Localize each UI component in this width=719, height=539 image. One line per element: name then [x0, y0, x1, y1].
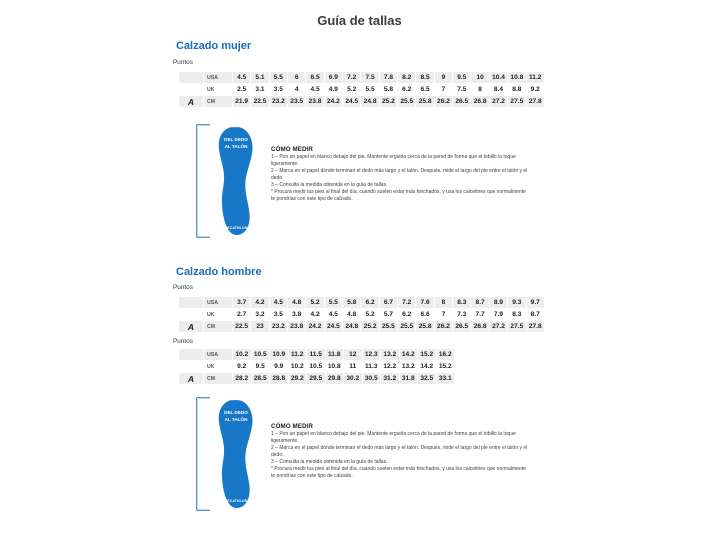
- size-value: 25.8: [416, 96, 434, 108]
- how-to-step: 2 – Marca en el papel dónde terminan el dedo más largo y el talón. Después, mide el largo del pie entre el talón y el dedo.: [271, 445, 528, 458]
- size-value: 15.2: [418, 349, 437, 361]
- size-row: [179, 96, 545, 108]
- size-value: 4.2: [306, 309, 324, 321]
- size-value: 9.2: [526, 84, 545, 96]
- size-value: 5.2: [343, 84, 361, 96]
- size-value: 3.1: [251, 84, 269, 96]
- size-value: 28.2: [233, 373, 252, 385]
- size-value: 24.5: [343, 96, 361, 108]
- size-row: [179, 361, 455, 373]
- how-to-step: 1 – Pon un papel en blanco debajo del pie. Mantente erguida cerca de la pared de forma que el tobillo la toque ligeramente.: [271, 431, 516, 444]
- size-value: 7.7: [471, 309, 489, 321]
- size-value: 29.5: [307, 373, 326, 385]
- unit-icon: [179, 84, 204, 96]
- size-value: 10: [471, 72, 489, 84]
- size-value: 9.5: [453, 72, 471, 84]
- size-value: 5.5: [269, 72, 287, 84]
- row-label: CM: [204, 373, 233, 385]
- size-value: 14.2: [399, 349, 418, 361]
- size-value: 3.5: [269, 309, 287, 321]
- size-value: 26.8: [471, 321, 489, 333]
- size-value: 12: [344, 349, 363, 361]
- size-value: 27.2: [489, 321, 507, 333]
- how-to-title: CÓMO MEDIR: [271, 146, 313, 153]
- size-value: 10.5: [307, 361, 326, 373]
- size-value: 32.5: [418, 373, 437, 385]
- size-value: 3.8: [288, 309, 306, 321]
- brand-watermark: DECATHLON: [224, 226, 248, 230]
- size-value: 31.8: [399, 373, 418, 385]
- size-value: 28.8: [270, 373, 289, 385]
- size-value: 2.7: [233, 309, 251, 321]
- size-value: 7.5: [453, 84, 471, 96]
- size-value: 4: [288, 84, 306, 96]
- how-to-step: 1 – Pon un papel en blanco debajo del pie. Mantente erguida cerca de la pared de forma que el tobillo la toque ligeramente.: [271, 154, 516, 167]
- row-label: CM: [204, 96, 233, 108]
- size-value: 3.7: [233, 297, 251, 309]
- size-value: 7: [434, 84, 452, 96]
- size-value: 6.7: [379, 297, 397, 309]
- size-value: 27.8: [526, 321, 545, 333]
- unit-icon: [179, 309, 204, 321]
- size-value: 14.2: [418, 361, 437, 373]
- size-value: 24.2: [306, 321, 324, 333]
- size-value: 6.5: [306, 72, 324, 84]
- size-value: 8.2: [398, 72, 416, 84]
- size-value: 5.5: [324, 297, 342, 309]
- size-value: 4.8: [343, 309, 361, 321]
- size-value: 4.5: [233, 72, 251, 84]
- unit-icon: A: [179, 96, 204, 108]
- how-to-measure-men: [271, 423, 529, 480]
- size-value: 8.7: [526, 309, 545, 321]
- size-value: 33.1: [436, 373, 455, 385]
- size-row: [179, 309, 545, 321]
- size-value: 21.9: [233, 96, 251, 108]
- size-value: 6.5: [416, 84, 434, 96]
- row-label: USA: [204, 72, 233, 84]
- how-to-step: * Procura medir tus pies al final del día, cuando suelen estar más hinchados, y usa los calcetines que normalmente te pondrías con este tipo de calzado.: [271, 189, 526, 202]
- size-value: 27.5: [508, 321, 526, 333]
- size-value: 2.5: [233, 84, 251, 96]
- how-to-step: 3 – Consulta la medida obtenida en la guía de tallas.: [271, 459, 388, 465]
- size-value: 8.3: [453, 297, 471, 309]
- size-value: 5.2: [361, 309, 379, 321]
- size-value: 12.2: [381, 361, 400, 373]
- size-value: 7.2: [398, 297, 416, 309]
- unit-icon: [179, 297, 204, 309]
- size-value: 5.8: [379, 84, 397, 96]
- table-caption-men-2: Puntos: [173, 338, 193, 345]
- unit-icon: A: [179, 373, 204, 385]
- foot-measure-label-line1: DEL DEDO: [224, 410, 248, 415]
- size-row: [179, 84, 545, 96]
- size-value: 4.9: [324, 84, 342, 96]
- row-label: UK: [204, 309, 233, 321]
- how-to-title: CÓMO MEDIR: [271, 423, 313, 430]
- size-value: 8.4: [489, 84, 507, 96]
- size-value: 25.2: [379, 96, 397, 108]
- size-value: 26.8: [471, 96, 489, 108]
- size-value: 7.5: [361, 72, 379, 84]
- size-value: 6.9: [324, 72, 342, 84]
- size-value: 4.5: [269, 297, 287, 309]
- brand-watermark: DECATHLON: [224, 499, 248, 503]
- size-value: 8.7: [471, 297, 489, 309]
- size-value: 4.5: [306, 84, 324, 96]
- size-value: 13.2: [399, 361, 418, 373]
- size-value: 13.2: [381, 349, 400, 361]
- size-value: 8.3: [508, 309, 526, 321]
- size-value: 10.8: [325, 361, 344, 373]
- size-value: 9.2: [233, 361, 252, 373]
- size-value: 8.8: [508, 84, 526, 96]
- size-value: 29.8: [325, 373, 344, 385]
- unit-icon: [179, 72, 204, 84]
- size-value: 8.5: [416, 72, 434, 84]
- how-to-step: 2 – Marca en el papel dónde terminan el dedo más largo y el talón. Después, mide el largo del pie entre el talón y el dedo.: [271, 168, 528, 181]
- size-value: 4.5: [324, 309, 342, 321]
- size-value: 7.9: [489, 309, 507, 321]
- row-label: USA: [204, 297, 233, 309]
- size-value: 4.2: [251, 297, 269, 309]
- foot-measure-label-line2: AL TALÓN: [224, 144, 248, 149]
- size-value: 8: [434, 297, 452, 309]
- size-value: 26.2: [434, 96, 452, 108]
- size-value: 5.7: [379, 309, 397, 321]
- size-row: [179, 321, 545, 333]
- row-label: USA: [204, 349, 233, 361]
- foot-length-dimension-line: [196, 124, 214, 238]
- size-value: 27.8: [526, 96, 545, 108]
- size-value: 12.3: [362, 349, 381, 361]
- row-label: UK: [204, 84, 233, 96]
- size-value: 26.5: [453, 321, 471, 333]
- size-value: 30.2: [344, 373, 363, 385]
- size-value: 25.2: [361, 321, 379, 333]
- size-value: 29.2: [288, 373, 307, 385]
- size-value: 10.5: [251, 349, 270, 361]
- size-value: 22.5: [251, 96, 269, 108]
- size-table-men-2: [178, 348, 455, 385]
- size-value: 9.3: [508, 297, 526, 309]
- size-value: 6: [288, 72, 306, 84]
- size-value: 9.9: [270, 361, 289, 373]
- size-value: 25.5: [398, 321, 416, 333]
- foot-length-dimension-line: [196, 397, 214, 511]
- size-value: 7: [434, 309, 452, 321]
- size-value: 6.2: [398, 309, 416, 321]
- how-to-step: 3 – Consulta la medida obtenida en la guía de tallas.: [271, 182, 388, 188]
- size-value: 16.2: [436, 349, 455, 361]
- size-value: 11.2: [288, 349, 307, 361]
- size-value: 23.8: [306, 96, 324, 108]
- size-value: 23.2: [269, 96, 287, 108]
- size-value: 26.2: [434, 321, 452, 333]
- size-value: 7.6: [416, 297, 434, 309]
- foot-measure-label-line2: AL TALÓN: [224, 417, 248, 422]
- unit-icon: [179, 361, 204, 373]
- size-value: 6.2: [398, 84, 416, 96]
- section-heading-women: Calzado mujer: [176, 40, 252, 52]
- size-value: 10.8: [508, 72, 526, 84]
- size-value: 7.8: [379, 72, 397, 84]
- row-label: UK: [204, 361, 233, 373]
- size-value: 25.5: [398, 96, 416, 108]
- size-value: 10.2: [288, 361, 307, 373]
- size-value: 5.1: [251, 72, 269, 84]
- size-row: [179, 349, 455, 361]
- size-value: 3.5: [269, 84, 287, 96]
- footprint-icon: [217, 399, 255, 509]
- size-value: 30.5: [362, 373, 381, 385]
- size-value: 11.2: [526, 72, 545, 84]
- footprint-icon: [217, 126, 255, 236]
- table-caption-women: Puntos: [173, 59, 193, 66]
- unit-icon: [179, 349, 204, 361]
- size-value: 22.5: [233, 321, 251, 333]
- size-row: [179, 373, 455, 385]
- size-value: 25.5: [379, 321, 397, 333]
- size-value: 25.8: [416, 321, 434, 333]
- size-row: [179, 297, 545, 309]
- size-value: 9.5: [251, 361, 270, 373]
- unit-icon: A: [179, 321, 204, 333]
- row-label: CM: [204, 321, 233, 333]
- size-value: 23.8: [288, 321, 306, 333]
- how-to-measure-women: [271, 146, 529, 203]
- size-value: 24.2: [324, 96, 342, 108]
- size-value: 9: [434, 72, 452, 84]
- page-title: Guía de tallas: [317, 13, 402, 28]
- size-value: 8: [471, 84, 489, 96]
- size-value: 6.6: [416, 309, 434, 321]
- size-value: 8.9: [489, 297, 507, 309]
- size-value: 15.2: [436, 361, 455, 373]
- size-value: 28.5: [251, 373, 270, 385]
- size-value: 4.8: [288, 297, 306, 309]
- size-value: 24.5: [324, 321, 342, 333]
- size-value: 7.3: [453, 309, 471, 321]
- size-value: 5.8: [343, 297, 361, 309]
- size-value: 23.5: [288, 96, 306, 108]
- size-value: 11: [344, 361, 363, 373]
- size-value: 24.8: [361, 96, 379, 108]
- size-value: 5.5: [361, 84, 379, 96]
- size-value: 11.5: [307, 349, 326, 361]
- size-value: 9.7: [526, 297, 545, 309]
- how-to-step: * Procura medir tus pies al final del día, cuando suelen estar más hinchados, y usa los calcetines que normalmente te pondrías con este tipo de calzado.: [271, 466, 526, 479]
- size-table-women: [178, 71, 545, 108]
- size-row: [179, 72, 545, 84]
- size-value: 10.9: [270, 349, 289, 361]
- size-value: 10.4: [489, 72, 507, 84]
- size-value: 7.2: [343, 72, 361, 84]
- size-value: 11.8: [325, 349, 344, 361]
- size-value: 23: [251, 321, 269, 333]
- size-value: 27.2: [489, 96, 507, 108]
- foot-measure-label-line1: DEL DEDO: [224, 137, 248, 142]
- size-table-men-1: [178, 296, 545, 333]
- size-value: 23.2: [269, 321, 287, 333]
- size-value: 26.5: [453, 96, 471, 108]
- size-value: 3.2: [251, 309, 269, 321]
- size-value: 6.2: [361, 297, 379, 309]
- size-value: 31.2: [381, 373, 400, 385]
- size-value: 10.2: [233, 349, 252, 361]
- section-heading-men: Calzado hombre: [176, 266, 262, 278]
- size-value: 11.3: [362, 361, 381, 373]
- size-value: 27.5: [508, 96, 526, 108]
- size-value: 5.2: [306, 297, 324, 309]
- size-value: 24.8: [343, 321, 361, 333]
- table-caption-men-1: Puntos: [173, 284, 193, 291]
